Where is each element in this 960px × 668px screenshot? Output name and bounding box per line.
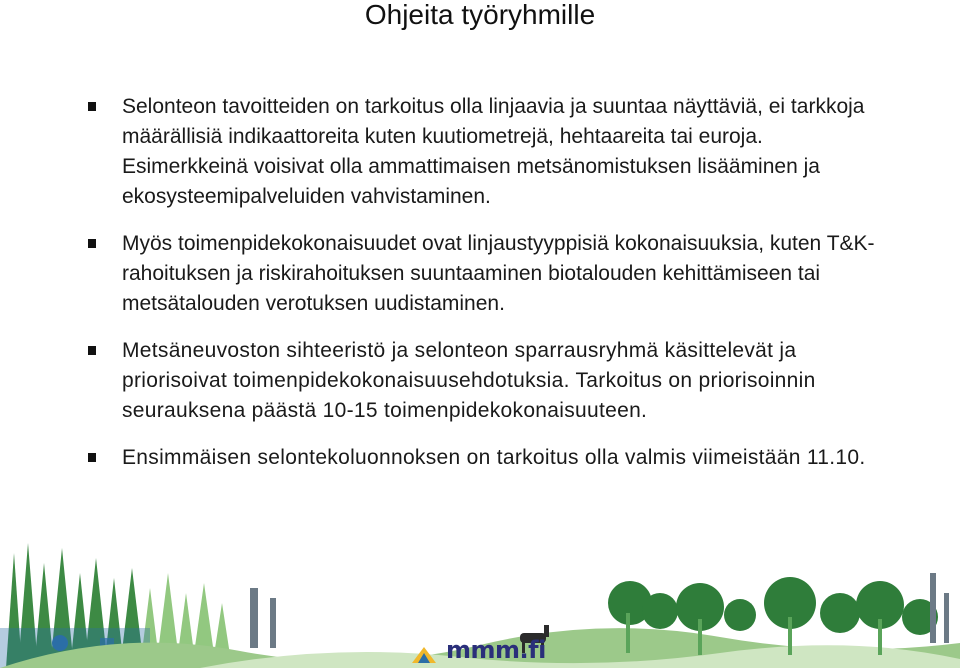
bullet-text: Selonteon tavoitteiden on tarkoitus olla linjaavia ja suuntaa näyttäviä, ei tarkkoja määrällisiä indikaattoreita kuten kuutiometrejä, hehtaareita tai euroja. Esimerkkeinä voisivat olla ammattimaisen metsänomistuksen lisääminen ja ekosysteemipalveluiden vahvistaminen. xyxy=(122,95,865,208)
square-bullet-icon xyxy=(88,346,96,355)
bullet-item-1 xyxy=(78,92,882,212)
square-bullet-icon xyxy=(88,239,96,248)
bullet-item-3 xyxy=(78,336,882,426)
bullet-text: Metsäneuvoston sihteeristö ja selonteon sparrausryhmä käsittelevät ja priorisoivat toimenpidekokonaisuusehdotuksia. Tarkoitus on priorisoinnin seurauksena päästä 10-15 toimenpidekokonaisuuteen. xyxy=(122,339,816,422)
bullet-list xyxy=(78,92,938,490)
bullet-text: Ensimmäisen selontekoluonnoksen on tarkoitus olla valmis viimeistään 11.10. xyxy=(122,446,866,469)
footer-illustration xyxy=(0,533,960,668)
bullet-text: Myös toimenpidekokonaisuudet ovat linjaustyyppisiä kokonaisuuksia, kuten T&K-rahoituksen ja riskirahoituksen suuntaaminen biotalouden kehittämiseen tai metsätalouden verotuksen uudistaminen. xyxy=(122,232,875,315)
square-bullet-icon xyxy=(88,102,96,111)
bullet-item-4 xyxy=(78,443,892,473)
logo-text[interactable]: mmm.fi xyxy=(446,636,546,664)
slide-title: Ohjeita työryhmille xyxy=(364,0,596,30)
bullet-item-2 xyxy=(78,229,902,319)
square-bullet-icon xyxy=(88,453,96,462)
